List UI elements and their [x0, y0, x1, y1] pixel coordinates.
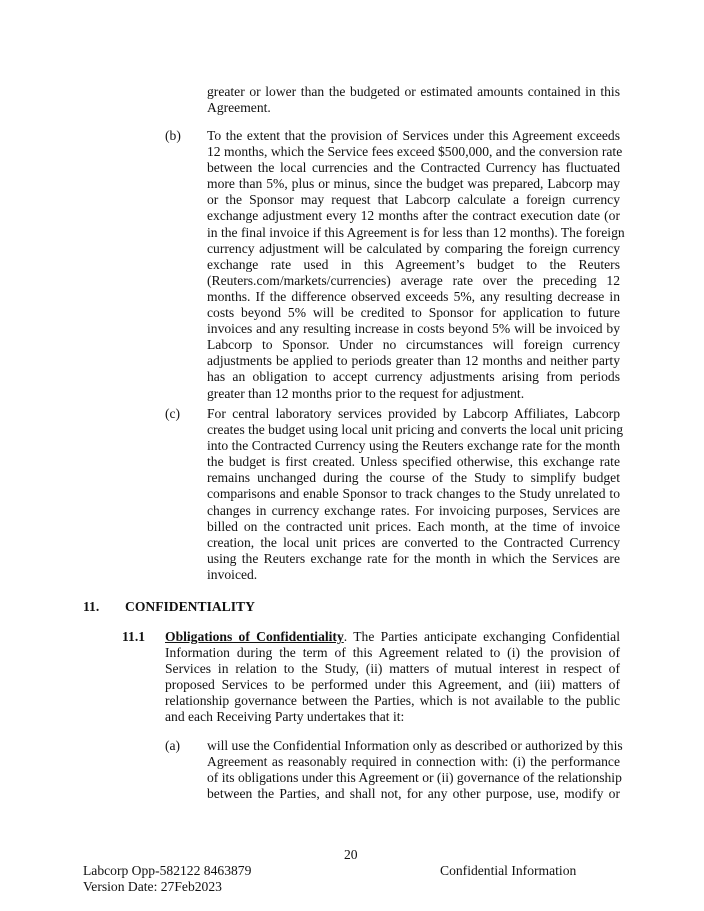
- text-line: between the local currencies and the Contracted Currency has fluctuated: [207, 160, 620, 176]
- clause-heading: Obligations of Confidentiality: [165, 629, 344, 644]
- text-line: Agreement as reasonably required in connection with: (i) the performance: [207, 754, 620, 770]
- text-line: relationship governance between the Parties, which is not available to the public: [165, 693, 620, 709]
- text-line: proposed Services to be performed under this Agreement, and (iii) matters of: [165, 677, 620, 693]
- text-line: months. If the difference observed exceeds 5%, any resulting decrease in: [207, 288, 620, 304]
- text-line: into the Contracted Currency using the Reuters exchange rate for the month: [207, 438, 620, 454]
- text-line: between the Parties, and shall not, for any other purpose, use, modify or: [207, 786, 620, 802]
- para-b-label: (b): [165, 128, 181, 143]
- text-line: invoiced.: [207, 566, 258, 582]
- continuation-paragraph: [207, 84, 620, 116]
- text-line: costs beyond 5% will be credited to Sponsor for application to future: [207, 305, 620, 321]
- clause-11-1-text: [165, 629, 620, 726]
- clause-11-1-a-label: (a): [165, 738, 181, 753]
- text-line: in the final invoice if this Agreement is for less than 12 months). The foreign: [207, 224, 625, 240]
- text-line: greater than 12 months prior to the request for adjustment.: [207, 385, 525, 401]
- text-line: currency adjustment will be calculated by comparing the foreign currency: [207, 240, 620, 256]
- text-line: comparisons and enable Sponsor to track changes to the Study unrelated to: [207, 486, 620, 502]
- text-line: Services in relation to the Study, (ii) matters of mutual interest in respect of: [165, 661, 620, 677]
- text-line: or the Sponsor may request that Labcorp calculate a foreign currency: [207, 192, 620, 208]
- footer-version: Version Date: 27Feb2023: [83, 879, 222, 894]
- text-line: more than 5%, plus or minus, since the budget was prepared, Labcorp may: [207, 176, 620, 192]
- section-number: 11.: [83, 599, 100, 614]
- text-line: exchange adjustment every 12 months after the contract execution date (or: [207, 208, 620, 224]
- text-line: remains unchanged during the course of the Study to simplify budget: [207, 470, 620, 486]
- section-title: CONFIDENTIALITY: [125, 599, 255, 614]
- footer-doc-id: Labcorp Opp-582122 8463879: [83, 863, 252, 878]
- text-line: 12 months, which the Service fees exceed $500,000, and the conversion rate: [207, 144, 623, 160]
- para-c-label: (c): [165, 406, 181, 421]
- clause-11-1-first-line: Obligations of Confidentiality. The Parties anticipate exchanging Confidential: [165, 629, 620, 644]
- text-line: will use the Confidential Information only as described or authorized by this: [207, 738, 623, 753]
- text-line: creates the budget using local unit pricing and converts the local unit pricing: [207, 422, 623, 438]
- text-line: Information during the term of this Agreement related to (i) the provision of: [165, 645, 620, 661]
- text-line: adjustments be applied to periods greater than 12 months and neither party: [207, 353, 620, 369]
- para-c-text: [207, 406, 623, 583]
- footer-confidential: Confidential Information: [440, 863, 577, 878]
- text-line: and each Receiving Party undertakes that it:: [165, 709, 405, 725]
- text-line: greater or lower than the budgeted or estimated amounts contained in this: [207, 84, 620, 99]
- text-line: exchange rate used in this Agreement’s budget to the Reuters: [207, 256, 620, 272]
- text-line: creation, the local unit prices are converted to the Contracted Currency: [207, 534, 620, 550]
- text-line: of its obligations under this Agreement or (ii) governance of the relationship: [207, 770, 622, 786]
- clause-11-1-number: 11.1: [122, 629, 146, 644]
- text-line: To the extent that the provision of Services under this Agreement exceeds: [207, 128, 620, 143]
- clause-11-1-a-text: [207, 738, 623, 802]
- text-line: using the Reuters exchange rate for the month in which the Services are: [207, 550, 620, 566]
- text-line: Agreement.: [207, 100, 271, 116]
- text-line: the budget is first created. Unless specified otherwise, this exchange rate: [207, 454, 620, 470]
- text-line: (Reuters.com/markets/currencies) average rate over the preceding 12: [207, 272, 620, 288]
- text-line: Labcorp to Sponsor. Under no circumstances will foreign currency: [207, 337, 620, 353]
- page-number: 20: [344, 847, 358, 862]
- text-line: changes in currency exchange rates. For invoicing purposes, Services are: [207, 502, 620, 518]
- text-line: billed on the contracted unit prices. Each month, at the time of invoice: [207, 518, 620, 534]
- para-b-text: [207, 128, 625, 402]
- text-line: has an obligation to accept currency adjustments arising from periods: [207, 369, 620, 385]
- text-line: invoices and any resulting increase in costs beyond 5% will be invoiced by: [207, 321, 620, 337]
- text-line: For central laboratory services provided by Labcorp Affiliates, Labcorp: [207, 406, 620, 421]
